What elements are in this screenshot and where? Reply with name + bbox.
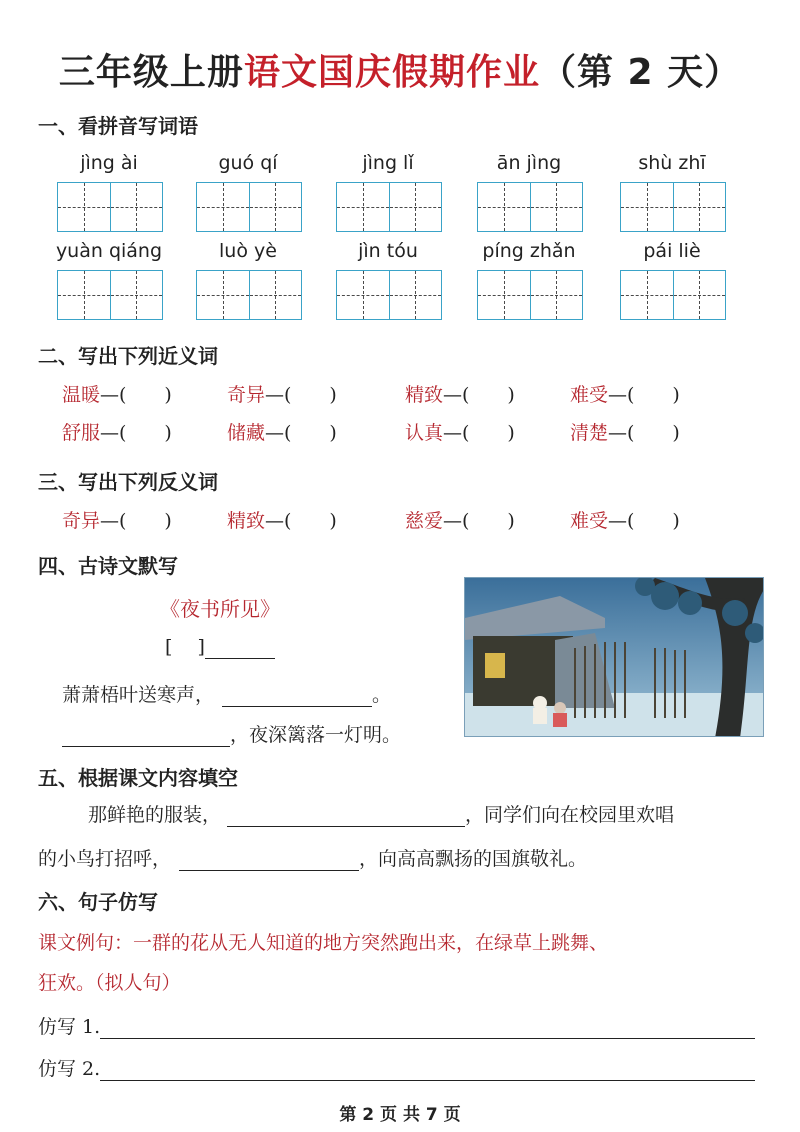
- synonym-row: [0, 380, 800, 408]
- word: 奇异: [62, 510, 101, 532]
- answer-blank[interactable]: —( ): [608, 510, 680, 532]
- writing-grid[interactable]: [196, 270, 302, 320]
- word: 精致: [405, 384, 444, 406]
- fill-text: 那鲜艳的服装，: [88, 804, 222, 826]
- word-pair: [570, 418, 680, 445]
- section5-heading: 五、根据课文内容填空: [38, 766, 238, 790]
- section6-heading: 六、句子仿写: [38, 890, 158, 914]
- poem-line-2-text: ，夜深篱落一灯明。: [230, 724, 402, 746]
- fill-text: 的小鸟打招呼，: [38, 848, 172, 870]
- pinyin-label: pái liè: [643, 240, 701, 262]
- word: 认真: [405, 422, 444, 444]
- pinyin-label: guó qí: [218, 152, 278, 174]
- page-title: [0, 44, 800, 95]
- title-grade: 三年级上册: [58, 52, 244, 93]
- word-pair: [405, 380, 515, 407]
- pinyin-label: píng zhǎn: [482, 240, 576, 262]
- word-pair: [405, 506, 515, 533]
- fill-blank-1[interactable]: [227, 805, 465, 827]
- word: 储藏: [227, 422, 266, 444]
- poem-title: 《夜书所见》: [160, 597, 280, 621]
- answer-blank[interactable]: —( ): [100, 510, 172, 532]
- fill-paragraph-line-2: [38, 844, 587, 871]
- word: 精致: [227, 510, 266, 532]
- page-number: 第 2 页 共 7 页: [339, 1105, 461, 1125]
- synonym-row: [0, 418, 800, 446]
- fill-paragraph-line-1: [88, 800, 674, 827]
- author-blank[interactable]: [205, 637, 275, 659]
- pinyin-label: jìng lǐ: [362, 152, 414, 174]
- writing-grid[interactable]: [477, 270, 583, 320]
- answer-blank[interactable]: —( ): [443, 384, 515, 406]
- section1-heading: 一、看拼音写词语: [38, 114, 198, 138]
- example-sentence-line-2: 狂欢。（拟人句）: [38, 972, 181, 994]
- poem-line-1: [62, 680, 391, 707]
- writing-grid[interactable]: [336, 270, 442, 320]
- word: 奇异: [227, 384, 266, 406]
- writing-grid[interactable]: [336, 182, 442, 232]
- word: 难受: [570, 510, 609, 532]
- poem-blank-1[interactable]: [222, 685, 372, 707]
- title-subject: 语文国庆假期作业: [243, 52, 540, 93]
- night-scene-image: [465, 578, 764, 737]
- answer-blank[interactable]: —( ): [608, 384, 680, 406]
- answer-blank[interactable]: —( ): [608, 422, 680, 444]
- imitate-label: 仿写 1.: [38, 1016, 101, 1038]
- section3-heading: 三、写出下列反义词: [38, 470, 218, 494]
- word: 清楚: [570, 422, 609, 444]
- imitate-row-2: [38, 1054, 755, 1081]
- fill-text: ，同学们向在校园里欢唱: [465, 804, 675, 826]
- poem-line-1-end: 。: [372, 684, 392, 706]
- imitate-row-1: [38, 1012, 755, 1039]
- answer-blank[interactable]: —( ): [265, 384, 337, 406]
- pinyin-label: luò yè: [219, 240, 277, 262]
- poem-line-2: [62, 720, 401, 747]
- example-sentence-line-1: 课文例句：一群的花从无人知道的地方突然跑出来，在绿草上跳舞、: [38, 932, 609, 954]
- word: 温暖: [62, 384, 101, 406]
- answer-blank[interactable]: —( ): [443, 422, 515, 444]
- answer-blank[interactable]: —( ): [443, 510, 515, 532]
- title-day: （第 2 天）: [539, 52, 742, 93]
- antonym-row: [0, 506, 800, 534]
- author-field: [165, 632, 275, 659]
- writing-grid[interactable]: [477, 182, 583, 232]
- word-pair: [227, 418, 337, 445]
- word-pair: [405, 418, 515, 445]
- poem-blank-2[interactable]: [62, 725, 230, 747]
- writing-grid[interactable]: [196, 182, 302, 232]
- writing-grid[interactable]: [57, 270, 163, 320]
- pinyin-label: ān jìng: [496, 152, 562, 174]
- imitate-blank-2[interactable]: [100, 1059, 755, 1081]
- word-pair: [227, 506, 337, 533]
- section4-heading: 四、古诗文默写: [38, 554, 178, 578]
- word-pair: [62, 506, 172, 533]
- pinyin-label: shù zhī: [638, 152, 706, 174]
- pinyin-label: jìng ài: [80, 152, 138, 174]
- imitate-blank-1[interactable]: [100, 1017, 755, 1039]
- answer-blank[interactable]: —( ): [100, 422, 172, 444]
- word-pair: [62, 418, 172, 445]
- poem-illustration: [464, 577, 764, 737]
- author-bracket: [ ]: [165, 636, 205, 658]
- fill-text: ，向高高飘扬的国旗敬礼。: [359, 848, 588, 870]
- writing-grid[interactable]: [57, 182, 163, 232]
- answer-blank[interactable]: —( ): [100, 384, 172, 406]
- pinyin-label: yuàn qiáng: [55, 240, 163, 262]
- word: 舒服: [62, 422, 101, 444]
- writing-grid[interactable]: [620, 270, 726, 320]
- imitate-label: 仿写 2.: [38, 1058, 101, 1080]
- word-pair: [227, 380, 337, 407]
- word-pair: [570, 380, 680, 407]
- answer-blank[interactable]: —( ): [265, 422, 337, 444]
- word: 难受: [570, 384, 609, 406]
- word-pair: [62, 380, 172, 407]
- fill-blank-2[interactable]: [179, 849, 359, 871]
- word: 慈爱: [405, 510, 444, 532]
- poem-line-1-text: 萧萧梧叶送寒声，: [62, 684, 215, 706]
- word-pair: [570, 506, 680, 533]
- pinyin-label: jìn tóu: [358, 240, 418, 262]
- writing-grid[interactable]: [620, 182, 726, 232]
- answer-blank[interactable]: —( ): [265, 510, 337, 532]
- section2-heading: 二、写出下列近义词: [38, 344, 218, 368]
